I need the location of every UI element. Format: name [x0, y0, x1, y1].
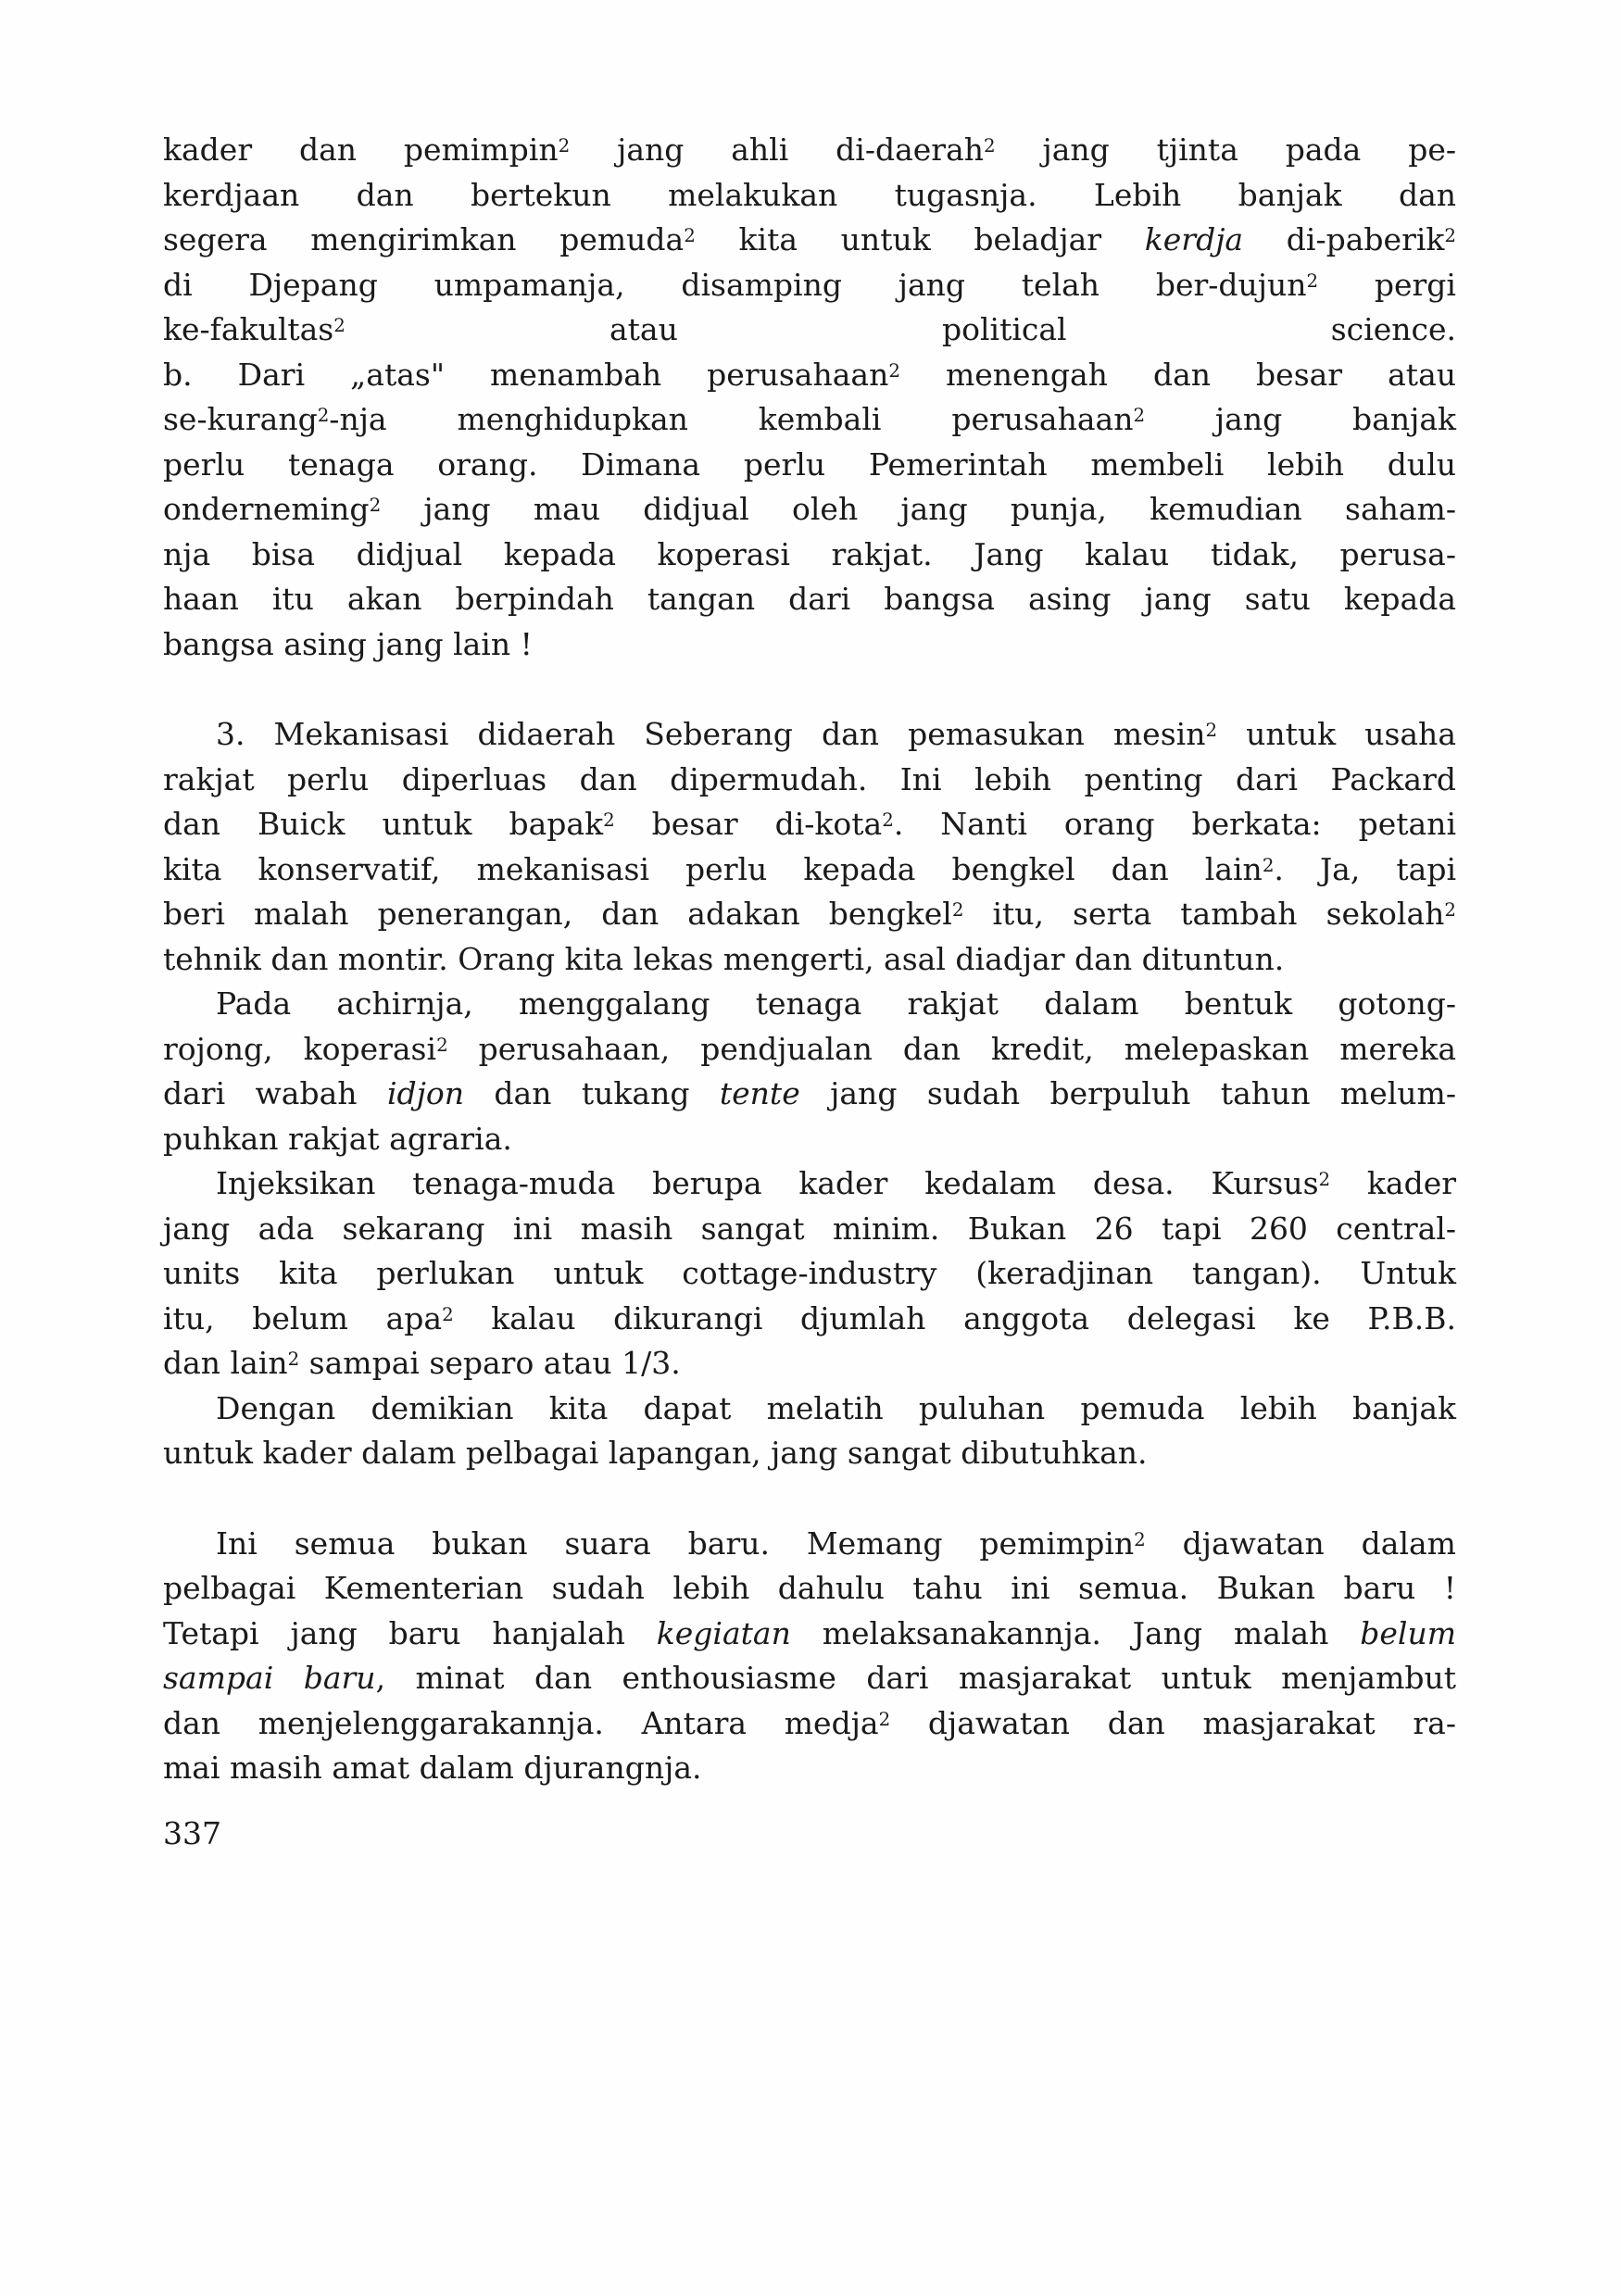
- text-run: Injeksikan tenaga-muda berupa kader kedalam desa. Kursus: [216, 1165, 1319, 1201]
- superscript-marker: 2: [442, 1303, 454, 1325]
- italic-text: kegiatan: [656, 1614, 791, 1651]
- text-run: Pada achirnja, menggalang tenaga rakjat dalam bentuk gotong-: [216, 985, 1456, 1022]
- text-run: mai masih amat dalam djurangnja.: [163, 1750, 702, 1786]
- text-run: jang banjak: [1145, 401, 1456, 437]
- text-line: [163, 847, 1456, 893]
- text-run: haan itu akan berpindah tangan dari bangsa asing jang satu kepada: [163, 581, 1456, 617]
- text-run: tehnik dan montir. Orang kita lekas mengerti, asal diadjar dan dituntun.: [163, 940, 1285, 977]
- text-line: [163, 307, 1456, 353]
- text-run: menengah dan besar atau: [899, 356, 1456, 393]
- text-run: Tetapi jang baru hanjalah: [163, 1614, 657, 1651]
- text-run: Ini semua bukan suara baru. Memang pemimpin: [216, 1524, 1135, 1562]
- text-line: [163, 1701, 1456, 1747]
- superscript-marker: 2: [1306, 270, 1319, 292]
- superscript-marker: 2: [558, 135, 571, 157]
- page-text-block: [163, 128, 1456, 1791]
- text-run: dan Buick untuk bapak: [163, 806, 604, 842]
- text-run: untuk usaha: [1217, 716, 1456, 752]
- text-line: [163, 173, 1456, 219]
- text-line: [163, 487, 1456, 533]
- text-line: [163, 577, 1456, 622]
- paragraph-ini-semua: [163, 1522, 1456, 1791]
- paragraph-point-3-mekanisasi: [163, 712, 1456, 982]
- superscript-marker: 2: [684, 225, 696, 247]
- text-run: dan menjelenggarakannja. Antara medja: [163, 1704, 879, 1741]
- text-line: [163, 1072, 1456, 1117]
- text-line: [163, 1117, 1456, 1162]
- superscript-marker: 2: [888, 359, 900, 382]
- text-run: kalau dikurangi djumlah anggota delegasi ke P.B.B.: [453, 1299, 1457, 1336]
- superscript-marker: 2: [878, 1708, 891, 1730]
- text-line: [163, 1386, 1456, 1432]
- text-run: . Ja, tapi: [1274, 850, 1457, 887]
- text-run: kita untuk beladjar: [695, 221, 1145, 257]
- text-run: jang sudah berpuluh tahun melum-: [799, 1075, 1456, 1111]
- text-run: itu, belum apa: [163, 1299, 443, 1336]
- text-run: units kita perlukan untuk cottage-industry (keradjinan tangan). Untuk: [163, 1255, 1456, 1291]
- text-run: b. Dari „atas" menambah perusahaan: [163, 356, 889, 393]
- superscript-marker: 2: [984, 135, 996, 157]
- text-run: djawatan dalam: [1145, 1524, 1456, 1562]
- text-run: pelbagai Kementerian sudah lebih dahulu tahu ini semua. Bukan baru !: [163, 1570, 1456, 1606]
- paragraph-point-b: [163, 353, 1456, 668]
- text-line: [163, 218, 1456, 263]
- text-run: itu, serta tambah sekolah: [963, 896, 1445, 932]
- text-run: pergi: [1318, 266, 1456, 303]
- text-run: kader dan pemimpin: [163, 132, 559, 168]
- text-line: [163, 802, 1456, 847]
- text-line: [163, 892, 1456, 937]
- text-line: [163, 1522, 1456, 1567]
- text-run: perlu tenaga orang. Dimana perlu Pemerintah membeli lebih dulu: [163, 445, 1456, 483]
- superscript-marker: 2: [1444, 899, 1456, 922]
- text-run: di Djepang umpamanja, disamping jang telah ber-dujun: [163, 266, 1307, 303]
- superscript-marker: 2: [287, 1349, 300, 1371]
- text-run: 3. Mekanisasi didaerah Seberang dan pemasukan mesin: [216, 716, 1206, 752]
- italic-text: sampai baru: [163, 1660, 376, 1696]
- superscript-marker: 2: [333, 315, 346, 337]
- text-run: jang mau didjual oleh jang punja, kemudian saham-: [381, 491, 1456, 527]
- text-run: jang ada sekarang ini masih sangat minim. Bukan 26 tapi 260 central-: [163, 1210, 1456, 1247]
- text-line: [163, 533, 1456, 578]
- superscript-marker: 2: [1134, 1528, 1146, 1550]
- superscript-marker: 2: [369, 495, 382, 517]
- text-run: atau political science.: [345, 311, 1456, 347]
- text-run: kita konservatif, mekanisasi perlu kepada bengkel dan lain: [163, 850, 1263, 887]
- superscript-marker: 2: [1262, 854, 1275, 876]
- text-line: [163, 443, 1456, 488]
- text-run: jang ahli di-daerah: [570, 132, 985, 168]
- italic-text: idjon: [386, 1075, 464, 1111]
- text-line: [163, 1566, 1456, 1612]
- text-line: [163, 937, 1456, 983]
- superscript-marker: 2: [951, 899, 964, 922]
- text-line: [163, 1746, 1456, 1791]
- text-line: [163, 1251, 1456, 1297]
- text-run: onderneming: [163, 491, 370, 527]
- text-run: dari wabah: [163, 1075, 387, 1111]
- text-run: -nja menghidupkan kembali perusahaan: [329, 401, 1134, 437]
- page-number: 337: [163, 1815, 221, 1851]
- text-run: , minat dan enthousiasme dari masjarakat untuk menjambut: [375, 1660, 1457, 1696]
- text-line: [163, 1431, 1456, 1476]
- text-run: djawatan dan masjarakat ra-: [890, 1704, 1456, 1741]
- text-line: [163, 128, 1456, 173]
- text-line: [163, 758, 1456, 803]
- text-line: [163, 263, 1456, 308]
- superscript-marker: 2: [317, 405, 330, 427]
- italic-text: tente: [719, 1075, 800, 1111]
- text-run: Dengan demikian kita dapat melatih puluhan pemuda lebih banjak: [216, 1389, 1456, 1426]
- text-run: sampai separo atau 1/3.: [299, 1345, 681, 1381]
- paragraph-continuation-point-a: [163, 128, 1456, 353]
- text-line: [163, 982, 1456, 1027]
- text-run: rakjat perlu diperluas dan dipermudah. Ini lebih penting dari Packard: [163, 760, 1456, 797]
- superscript-marker: 2: [1444, 225, 1456, 247]
- superscript-marker: 2: [436, 1034, 448, 1056]
- text-run: kader: [1330, 1165, 1457, 1201]
- text-line: [163, 622, 1456, 668]
- paragraph-dengan-demikian: [163, 1386, 1456, 1476]
- italic-text: belum: [1360, 1614, 1456, 1651]
- text-line: [163, 1612, 1456, 1657]
- text-run: untuk kader dalam pelbagai lapangan, jang sangat dibutuhkan.: [163, 1435, 1148, 1471]
- paragraph-pada-achirnja: [163, 982, 1456, 1161]
- text-run: dan tukang: [464, 1075, 720, 1111]
- text-run: rojong, koperasi: [163, 1030, 437, 1067]
- text-run: kerdjaan dan bertekun melakukan tugasnja. Lebih banjak dan: [163, 176, 1456, 213]
- text-line: [163, 1161, 1456, 1207]
- text-run: jang tjinta pada pe-: [995, 132, 1457, 168]
- text-run: puhkan rakjat agraria.: [163, 1120, 512, 1157]
- italic-text: kerdja: [1144, 221, 1244, 257]
- superscript-marker: 2: [1318, 1169, 1331, 1191]
- text-run: beri malah penerangan, dan adakan bengkel: [163, 896, 952, 932]
- text-run: se-kurang: [163, 401, 318, 437]
- superscript-marker: 2: [1133, 405, 1146, 427]
- text-line: [163, 1341, 1456, 1386]
- text-run: dan lain: [163, 1345, 288, 1381]
- text-run: perusahaan, pendjualan dan kredit, melepaskan mereka: [447, 1030, 1457, 1067]
- text-line: [163, 1656, 1456, 1701]
- text-run: melaksanakannja. Jang malah: [790, 1614, 1361, 1651]
- paragraph-injeksikan: [163, 1161, 1456, 1386]
- text-run: di-paberik: [1243, 221, 1445, 257]
- superscript-marker: 2: [1205, 720, 1218, 742]
- text-run: . Nanti orang berkata: petani: [893, 806, 1456, 842]
- text-line: [163, 1207, 1456, 1252]
- text-run: nja bisa didjual kepada koperasi rakjat. Jang kalau tidak, perusa-: [163, 535, 1456, 572]
- text-run: besar di-kota: [614, 806, 883, 842]
- text-line: [163, 1297, 1456, 1342]
- text-run: bangsa asing jang lain !: [163, 625, 533, 662]
- text-line: [163, 397, 1456, 443]
- text-line: [163, 712, 1456, 758]
- superscript-marker: 2: [603, 809, 615, 832]
- text-run: ke-fakultas: [163, 311, 334, 347]
- text-line: [163, 353, 1456, 398]
- text-run: segera mengirimkan pemuda: [163, 221, 685, 257]
- superscript-marker: 2: [882, 809, 894, 832]
- text-line: [163, 1027, 1456, 1073]
